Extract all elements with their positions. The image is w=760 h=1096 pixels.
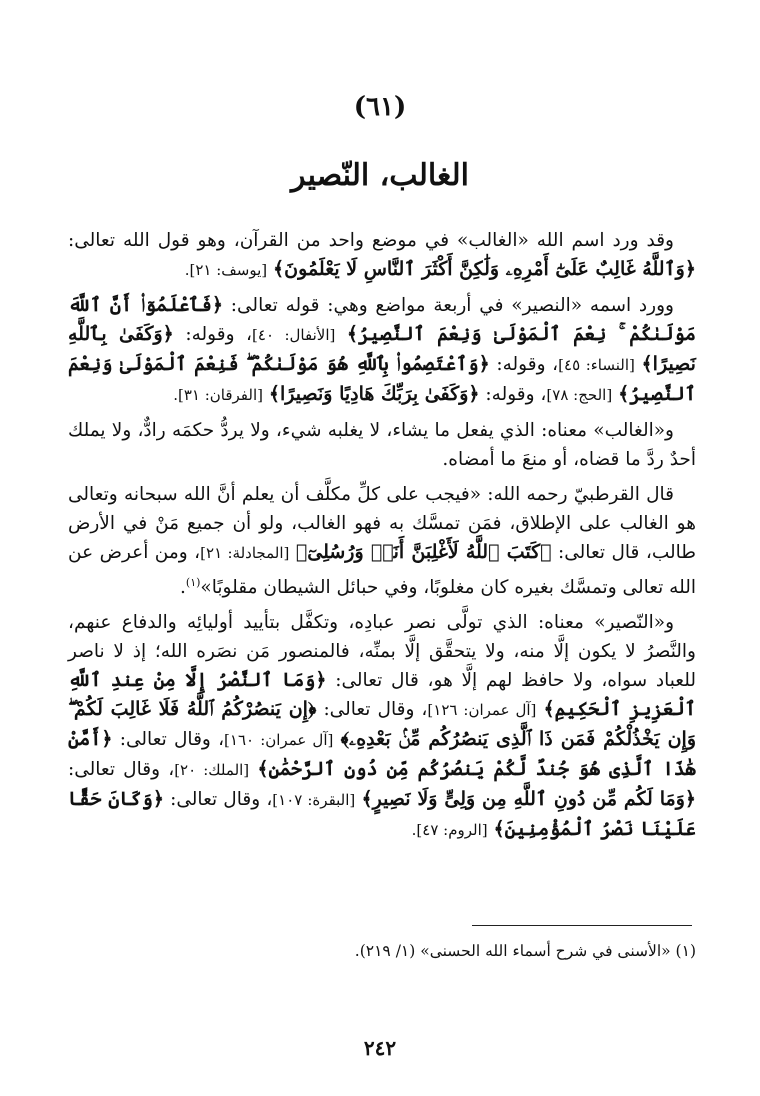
quran-verse: ﴿فَٱعْلَمُوٓا۟ أَنَّ ٱللَّهَ مَوْلَىٰكُمْ ۚ نِعْمَ ٱلْمَوْلَىٰ وَنِعْمَ ٱلنَّصِيرُ﴾ — [68, 294, 696, 345]
quran-verse: ﴿وَكَفَىٰ بِٱللَّهِ نَصِيرًا﴾ — [68, 323, 696, 375]
text-run: ، وقوله: — [485, 384, 547, 405]
footnote: (١) «الأسنى في شرح أسماء الله الحسنى» (١/ ٢١٩). — [354, 942, 696, 960]
verse-reference: [آل عمران: ١٦٠] — [224, 731, 334, 750]
text-run: وقد ورد اسم الله «الغالب» في موضع واحد من القرآن، وهو قول الله تعالى: — [68, 230, 674, 251]
quran-verse: ﴿كَتَبَ ٱللَّهُ لَأَغْلِبَنَّ أَنَا۠ وَرُسُلِىٓ﴾ — [295, 541, 552, 563]
footnote-marker: (١) — [185, 576, 201, 589]
verse-reference: [الحج: ٧٨] — [546, 386, 613, 404]
verse-reference: [المجادلة: ٢١] — [200, 544, 290, 562]
text-run: و«النّصير» معناه: الذي تولَّى نصر عبادِه، وتكفَّل بتأييد أوليائِه والدفاع عنهم، والنَّصرُ لا يكون إلَّا منه، ولا يتحقَّق إلَّا بمنِّه، فالمنصور مَن نصَره الله؛ إذ لا ناصر للعباد سواه، ولا حافظ لهم إلَّا هو، قال تعالى: — [68, 612, 696, 692]
text-run: ، ومن أعرض عن الله تعالى وتمسَّك بغيره كان مغلوبًا، وفي حبائل الشيطان مقلوبًا» — [68, 542, 696, 599]
text-run: و«الغالب» معناه: الذي يفعل ما يشاء، لا يغلبه شيء، ولا يردُّ حكمَه رادٌّ، ولا يملك أحدٌ ردَّ ما قضاه، أو منعَ ما أمضاه. — [68, 420, 696, 470]
paragraph-4 — [68, 480, 696, 602]
quran-verse: ﴿وَكَانَ حَقًّا عَلَيْنَا نَصْرُ ٱلْمُؤْمِنِينَ﴾ — [68, 788, 696, 841]
text-run: وورد اسمه «النصير» في أربعة مواضع وهي: قوله تعالى: — [230, 295, 674, 316]
quran-verse: ﴿وَٱللَّهُ غَالِبٌ عَلَىٰٓ أَمْرِهِۦ وَلَٰكِنَّ أَكْثَرَ ٱلنَّاسِ لَا يَعْلَمُونَ﴾ — [273, 258, 696, 280]
paragraph-2 — [68, 291, 696, 410]
chapter-number: (٦١) — [353, 92, 407, 122]
text-run: قال القرطبيّ رحمه الله: «فيجب على كلِّ مكلَّف أن يعلم أنَّ الله سبحانه وتعالى هو الغالب على الإطلاق، فمَن تمسَّك به فهو الغالب، ولو أن جميع مَنْ في الأرض طالب، قال تعالى: — [68, 484, 696, 563]
text-run: ، وقال تعالى: — [68, 759, 175, 781]
quran-verse: ﴿إِن يَنصُرْكُمُ ٱللَّهُ فَلَا غَالِبَ لَكُمْ ۖ وَإِن يَخْذُلْكُمْ فَمَن ذَا ٱلَّذِى يَنصُرُكُم مِّنۢ بَعْدِهِۦ﴾ — [68, 698, 697, 751]
verse-reference: [الفرقان: ٣١]. — [173, 386, 263, 404]
verse-reference: [آل عمران: ١٢٦] — [427, 701, 537, 720]
quran-verse: ﴿وَمَا لَكُم مِّن دُونِ ٱللَّهِ مِن وَلِىٍّ وَلَا نَصِيرٍ﴾ — [361, 788, 696, 811]
verse-reference: [يوسف: ٢١]. — [184, 261, 268, 279]
verse-reference: [البقرة: ١٠٧] — [272, 791, 356, 810]
text-run: ، وقال تعالى: — [119, 729, 225, 751]
text-run: . — [180, 577, 186, 599]
chapter-title: الغالب، النّصير — [291, 158, 469, 193]
text-run: ، وقوله: — [496, 354, 559, 375]
quran-verse: ﴿أَمَّنْ هَٰذَا ٱلَّذِى هُوَ جُندٌ لَّكُمْ يَنصُرُكُم مِّن دُونِ ٱلرَّحْمَٰنِ﴾ — [68, 728, 696, 781]
text-run: ، وقوله: — [185, 324, 253, 345]
body-text — [68, 226, 696, 851]
paragraph-5 — [68, 608, 696, 845]
text-run: ، وقال تعالى: — [170, 789, 273, 811]
paragraph-3 — [68, 416, 696, 474]
page-number: ٢٤٢ — [363, 1036, 397, 1060]
footnote-divider — [472, 925, 692, 926]
verse-reference: [الملك: ٢٠] — [174, 761, 250, 780]
verse-reference: [الروم: ٤٧]. — [411, 821, 488, 840]
paragraph-1 — [68, 226, 696, 285]
quran-verse: ﴿وَٱعْتَصِمُوا۟ بِٱللَّهِ هُوَ مَوْلَىٰكُمْ ۖ فَنِعْمَ ٱلْمَوْلَىٰ وَنِعْمَ ٱلنَّصِيرُ﴾ — [68, 353, 696, 405]
verse-reference: [الأنفال: ٤٠] — [252, 326, 336, 344]
verse-reference: [النساء: ٤٥] — [558, 356, 635, 374]
text-run: ، وقال تعالى: — [323, 699, 428, 721]
quran-verse: ﴿وَمَا ٱلنَّصْرُ إِلَّا مِنْ عِندِ ٱللَّهِ ٱلْعَزِيزِ ٱلْحَكِيمِ﴾ — [68, 669, 697, 721]
quran-verse: ﴿وَكَفَىٰ بِرَبِّكَ هَادِيًا وَنَصِيرًا﴾ — [268, 383, 480, 405]
